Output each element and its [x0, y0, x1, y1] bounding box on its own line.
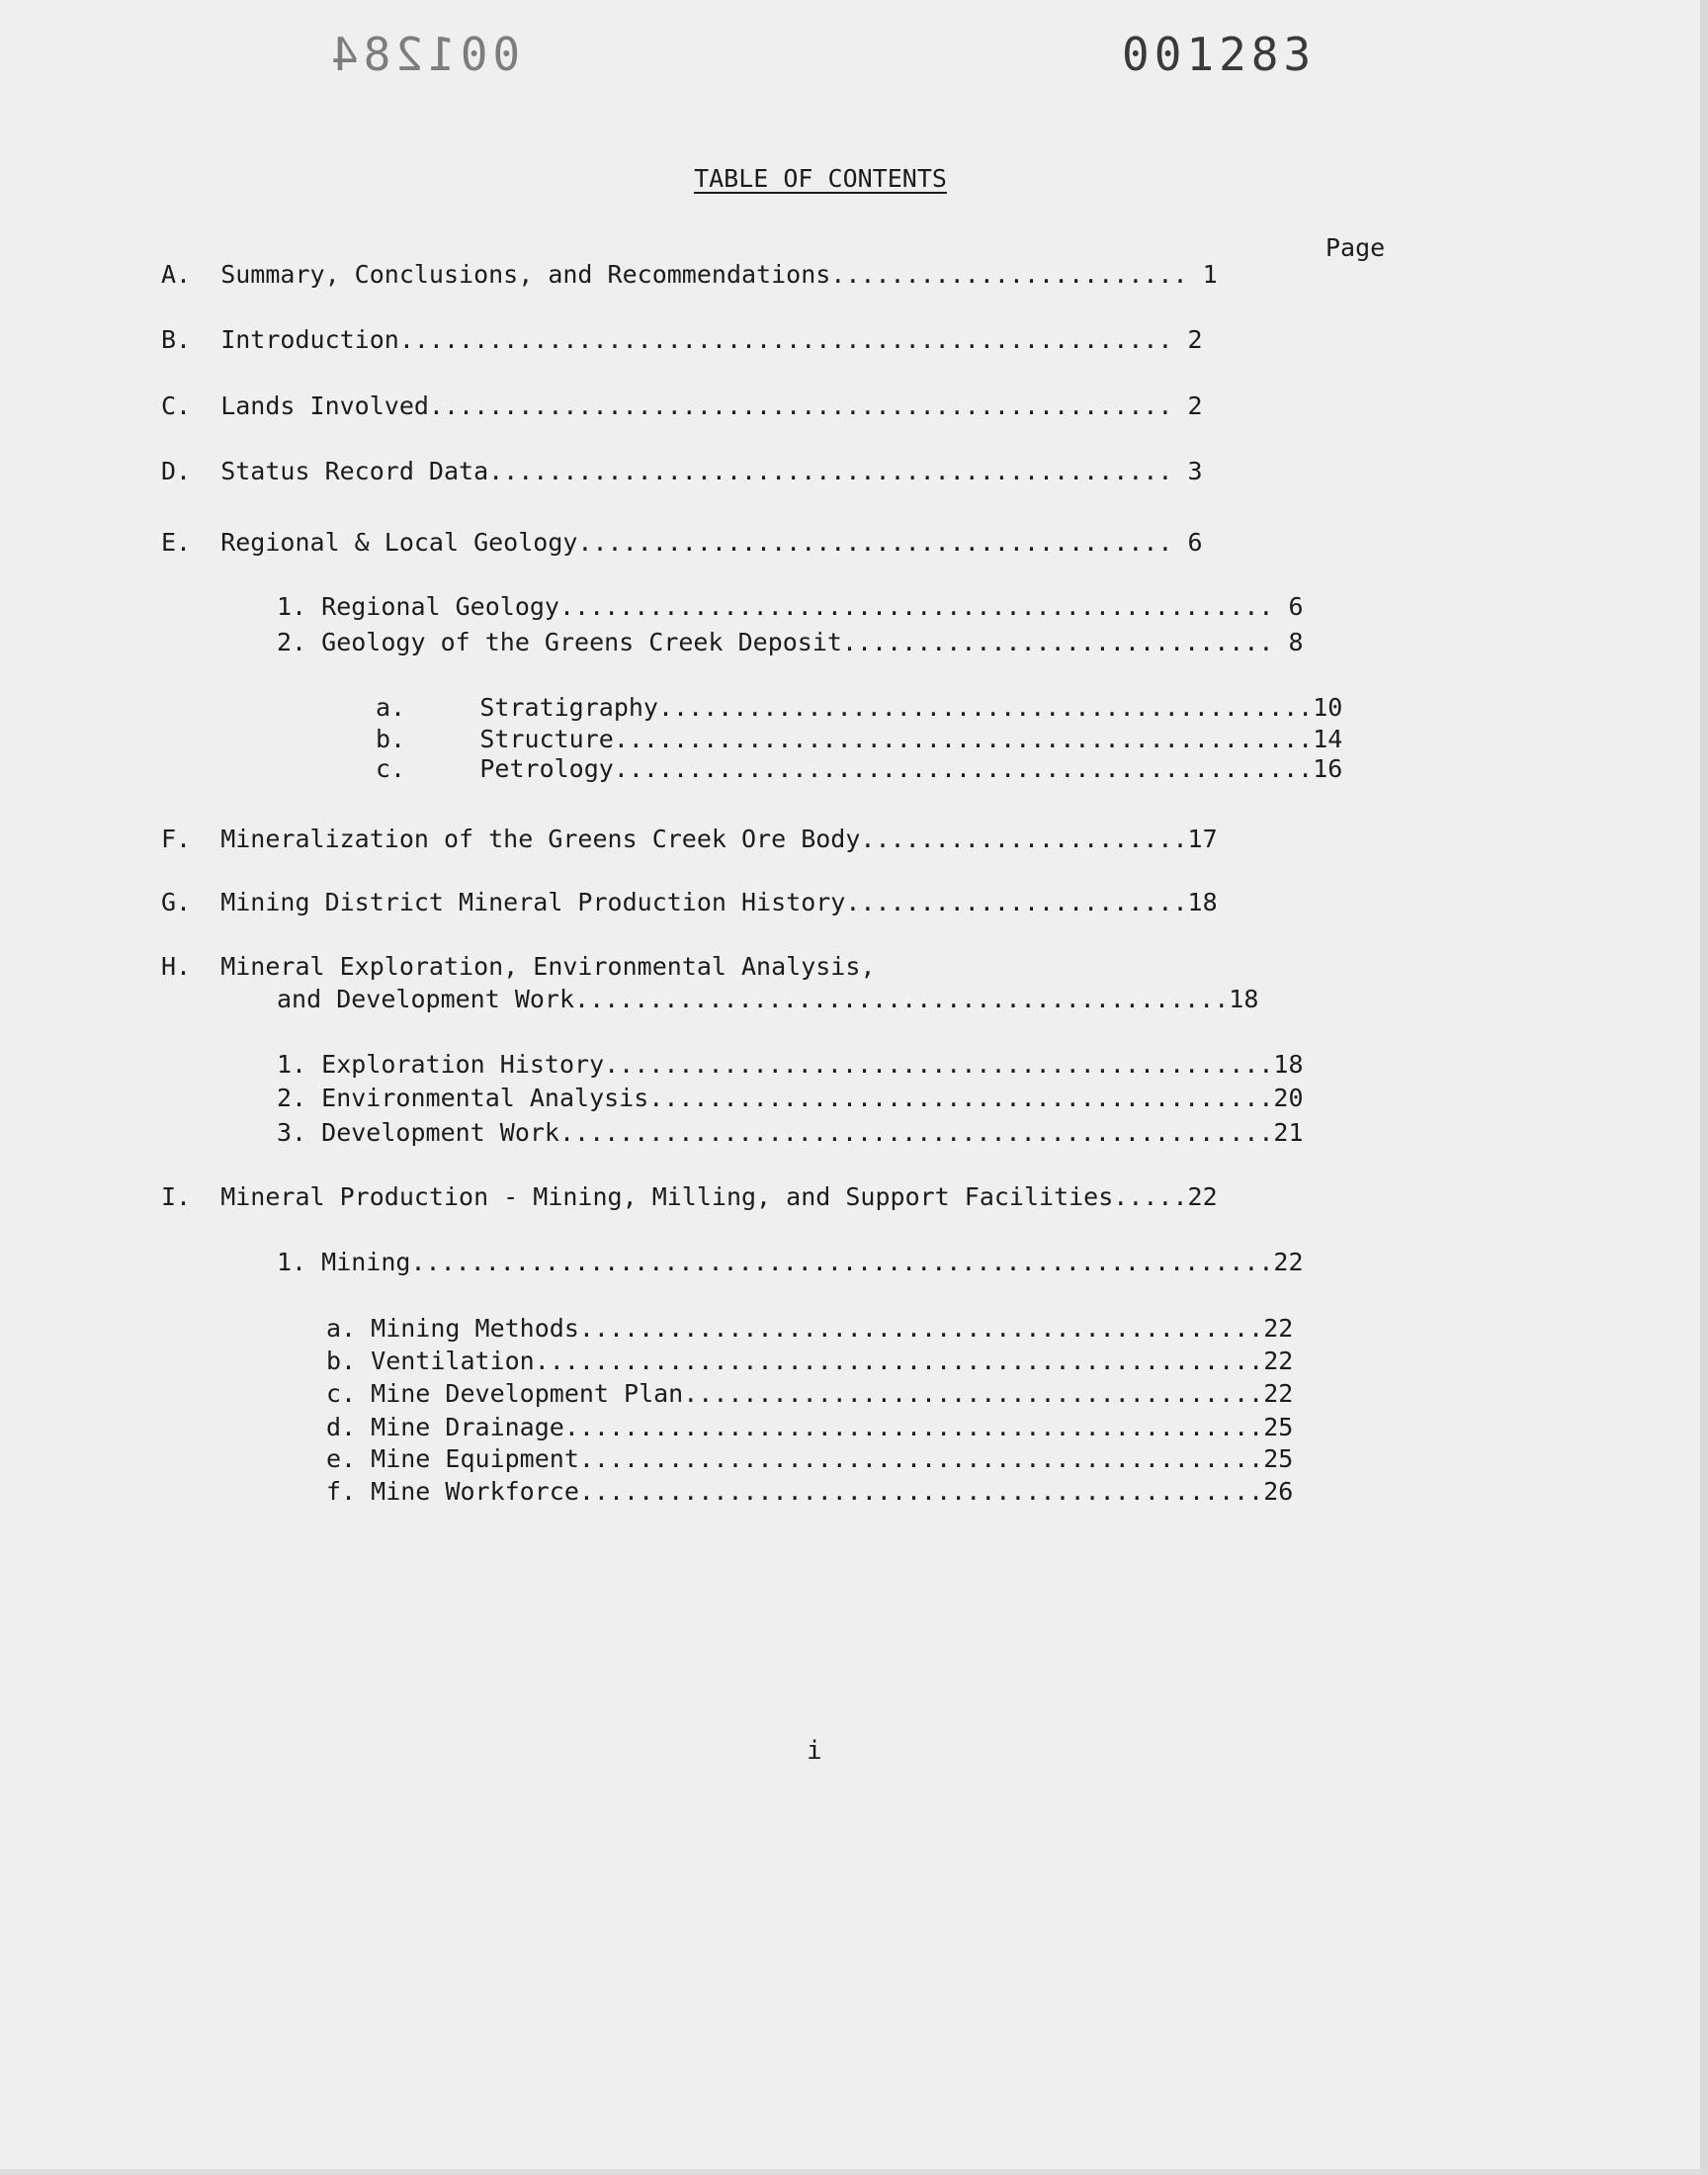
toc-entry-e1: 1. Regional Geology................................................ 6: [277, 592, 1304, 621]
page-number: i: [807, 1736, 822, 1766]
toc-entry-f: F. Mineralization of the Greens Creek Ore Body......................17: [161, 825, 1218, 853]
toc-entry-c: C. Lands Involved.................................................. 2: [161, 392, 1203, 420]
toc-entry-b: B. Introduction.................................................... 2: [161, 325, 1203, 354]
toc-entry-e2b: b. Structure...............................................14: [376, 725, 1343, 753]
toc-entry-i1: 1. Mining..........................................................22: [277, 1248, 1304, 1276]
page-edge-right: [1700, 0, 1708, 2175]
toc-entry-e2: 2. Geology of the Greens Creek Deposit............................. 8: [277, 628, 1304, 656]
toc-entry-i1c: c. Mine Development Plan.......................................22: [326, 1379, 1294, 1408]
toc-entry-i1a: a. Mining Methods..............................................22: [326, 1314, 1294, 1343]
toc-entry-h-cont: and Development Work............................................18: [277, 985, 1259, 1013]
toc-entry-i1f: f. Mine Workforce..............................................26: [326, 1477, 1294, 1506]
toc-entry-e2c: c. Petrology...............................................16: [376, 754, 1343, 783]
page-title: TABLE OF CONTENTS: [694, 164, 947, 193]
toc-entry-g: G. Mining District Mineral Production History.......................18: [161, 888, 1218, 916]
toc-entry-i1e: e. Mine Equipment..............................................25: [326, 1444, 1294, 1473]
mirrored-document-number: 001284: [326, 28, 521, 81]
toc-entry-h1: 1. Exploration History.............................................18: [277, 1050, 1304, 1079]
toc-entry-h: H. Mineral Exploration, Environmental Analysis,: [161, 952, 876, 981]
document-number: 001283: [1122, 28, 1317, 81]
toc-entry-i: I. Mineral Production - Mining, Milling, and Support Facilities.....22: [161, 1182, 1218, 1211]
toc-entry-a: A. Summary, Conclusions, and Recommendations........................ 1: [161, 260, 1218, 289]
toc-entry-h3: 3. Development Work................................................21: [277, 1118, 1304, 1147]
page-column-header: Page: [1325, 233, 1386, 262]
toc-entry-d: D. Status Record Data.............................................. 3: [161, 457, 1203, 485]
toc-entry-e: E. Regional & Local Geology........................................ 6: [161, 528, 1203, 557]
toc-entry-e2a: a. Stratigraphy............................................10: [376, 693, 1343, 722]
toc-entry-i1d: d. Mine Drainage...............................................25: [326, 1413, 1294, 1441]
toc-entry-h2: 2. Environmental Analysis..........................................20: [277, 1084, 1304, 1112]
page-edge-bottom: [0, 2169, 1708, 2175]
toc-entry-i1b: b. Ventilation.................................................22: [326, 1347, 1294, 1375]
